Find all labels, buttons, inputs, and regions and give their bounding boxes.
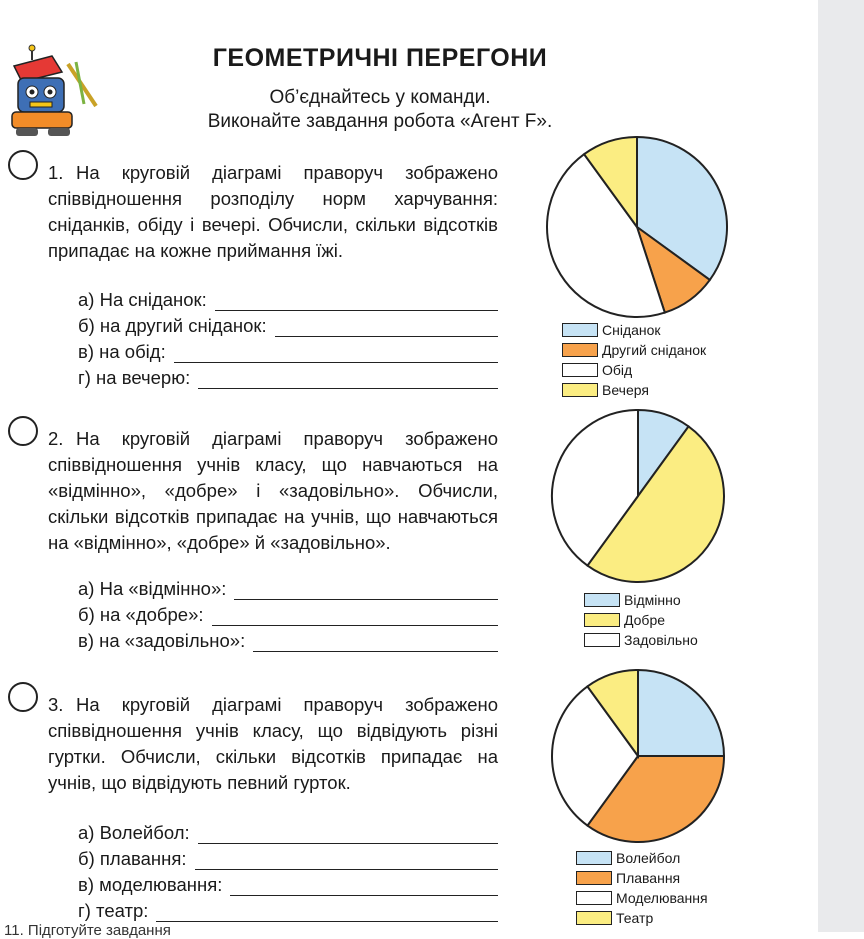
pie-2-legend [584, 590, 698, 650]
legend-item [584, 630, 698, 650]
answer-row [78, 818, 498, 844]
answer-line[interactable] [156, 903, 498, 922]
answer-label: б) на другий сніданок: [78, 315, 267, 336]
answer-row [78, 363, 498, 389]
answer-line[interactable] [234, 581, 498, 600]
page-subtitle [150, 86, 610, 134]
task-number: 3. [48, 694, 64, 715]
answer-row [78, 896, 498, 922]
legend-item [584, 590, 698, 610]
legend-item [576, 848, 708, 868]
answer-row [78, 600, 498, 626]
legend-label: Обід [602, 362, 633, 378]
task-body: На круговій діаграмі праворуч зображено співвідношення розподілу норм харчування: сніданків, обіду і вечері. Обчисли, скільки відсотків припадає на кожне приймання їжі. [48, 162, 498, 261]
pie-3-legend [576, 848, 708, 928]
pie-chart-3 [550, 668, 726, 844]
answer-line[interactable] [230, 877, 498, 896]
answer-line[interactable] [195, 851, 499, 870]
answer-label: в) на обід: [78, 341, 166, 362]
legend-label: Волейбол [616, 850, 681, 866]
legend-item [584, 610, 698, 630]
task-1-text [48, 160, 498, 264]
answer-row [78, 285, 498, 311]
legend-item [562, 320, 706, 340]
answer-line[interactable] [215, 292, 498, 311]
pie-1-legend [562, 320, 706, 400]
legend-item [562, 380, 706, 400]
task-number: 2. [48, 428, 64, 449]
task-3-checkbox[interactable] [8, 682, 38, 712]
next-task-cut-text: 11. Підготуйте завдання [4, 922, 171, 939]
legend-swatch [584, 613, 620, 627]
answer-label: в) моделювання: [78, 874, 223, 895]
answer-row [78, 626, 498, 652]
answer-row [78, 844, 498, 870]
legend-item [576, 888, 708, 908]
answer-line[interactable] [212, 607, 498, 626]
legend-label: Відмінно [624, 592, 681, 608]
legend-item [562, 360, 706, 380]
legend-swatch [576, 851, 612, 865]
pie-slice-Волейбол [638, 670, 724, 756]
legend-label: Театр [616, 910, 654, 926]
legend-label: Задовільно [624, 632, 698, 648]
task-3-answers [78, 818, 498, 922]
legend-swatch [576, 871, 612, 885]
legend-item [576, 908, 708, 928]
legend-item [562, 340, 706, 360]
answer-label: а) На сніданок: [78, 289, 207, 310]
legend-label: Моделювання [616, 890, 708, 906]
answer-label: б) на «добре»: [78, 604, 204, 625]
task-2-answers [78, 574, 498, 652]
legend-label: Сніданок [602, 322, 661, 338]
pie-chart-1 [545, 135, 729, 319]
legend-swatch [562, 343, 598, 357]
answer-label: в) на «задовільно»: [78, 630, 246, 651]
answer-row [78, 337, 498, 363]
legend-label: Добре [624, 612, 666, 628]
answer-row [78, 870, 498, 896]
answer-label: б) плавання: [78, 848, 187, 869]
task-2-checkbox[interactable] [8, 416, 38, 446]
legend-label: Вечеря [602, 382, 649, 398]
answer-line[interactable] [198, 825, 498, 844]
legend-swatch [584, 633, 620, 647]
task-body: На круговій діаграмі праворуч зображено співвідношення учнів класу, що навчаються на «відмінно», «добре» і «задовільно». Обчисли, скільки відсотків припадає на учнів, що навчаються на «відмінно», «добре» й «задовільно». [48, 428, 498, 553]
page-title: ГЕОМЕТРИЧНІ ПЕРЕГОНИ [212, 44, 548, 72]
pie-chart-2 [550, 408, 726, 584]
answer-label: а) На «відмінно»: [78, 578, 227, 599]
answer-label: г) на вечерю: [78, 367, 191, 388]
answer-line[interactable] [275, 318, 498, 337]
answer-row [78, 574, 498, 600]
legend-swatch [562, 363, 598, 377]
legend-label: Другий сніданок [602, 342, 707, 358]
answer-line[interactable] [198, 370, 498, 389]
legend-swatch [562, 383, 598, 397]
legend-swatch [584, 593, 620, 607]
robot-mascot-icon [6, 44, 102, 140]
task-body: На круговій діаграмі праворуч зображено співвідношення учнів класу, що відвідують різні гуртки. Обчисли, скільки відсотків припадає на учнів, що відвідують певний гурток. [48, 694, 498, 793]
right-margin-strip [818, 0, 864, 932]
subtitle-line-1: Об’єднайтесь у команди. [269, 87, 491, 108]
subtitle-line-2: Виконайте завдання робота «Агент F». [207, 111, 553, 132]
task-1-checkbox[interactable] [8, 150, 38, 180]
legend-swatch [562, 323, 598, 337]
task-3-text [48, 692, 498, 796]
legend-swatch [576, 891, 612, 905]
answer-label: г) театр: [78, 900, 149, 921]
answer-row [78, 311, 498, 337]
legend-label: Плавання [616, 870, 681, 886]
answer-line[interactable] [174, 344, 498, 363]
answer-line[interactable] [253, 633, 498, 652]
legend-item [576, 868, 708, 888]
task-1-answers [78, 285, 498, 389]
legend-swatch [576, 911, 612, 925]
answer-label: а) Волейбол: [78, 822, 190, 843]
task-number: 1. [48, 162, 64, 183]
task-2-text [48, 426, 498, 556]
